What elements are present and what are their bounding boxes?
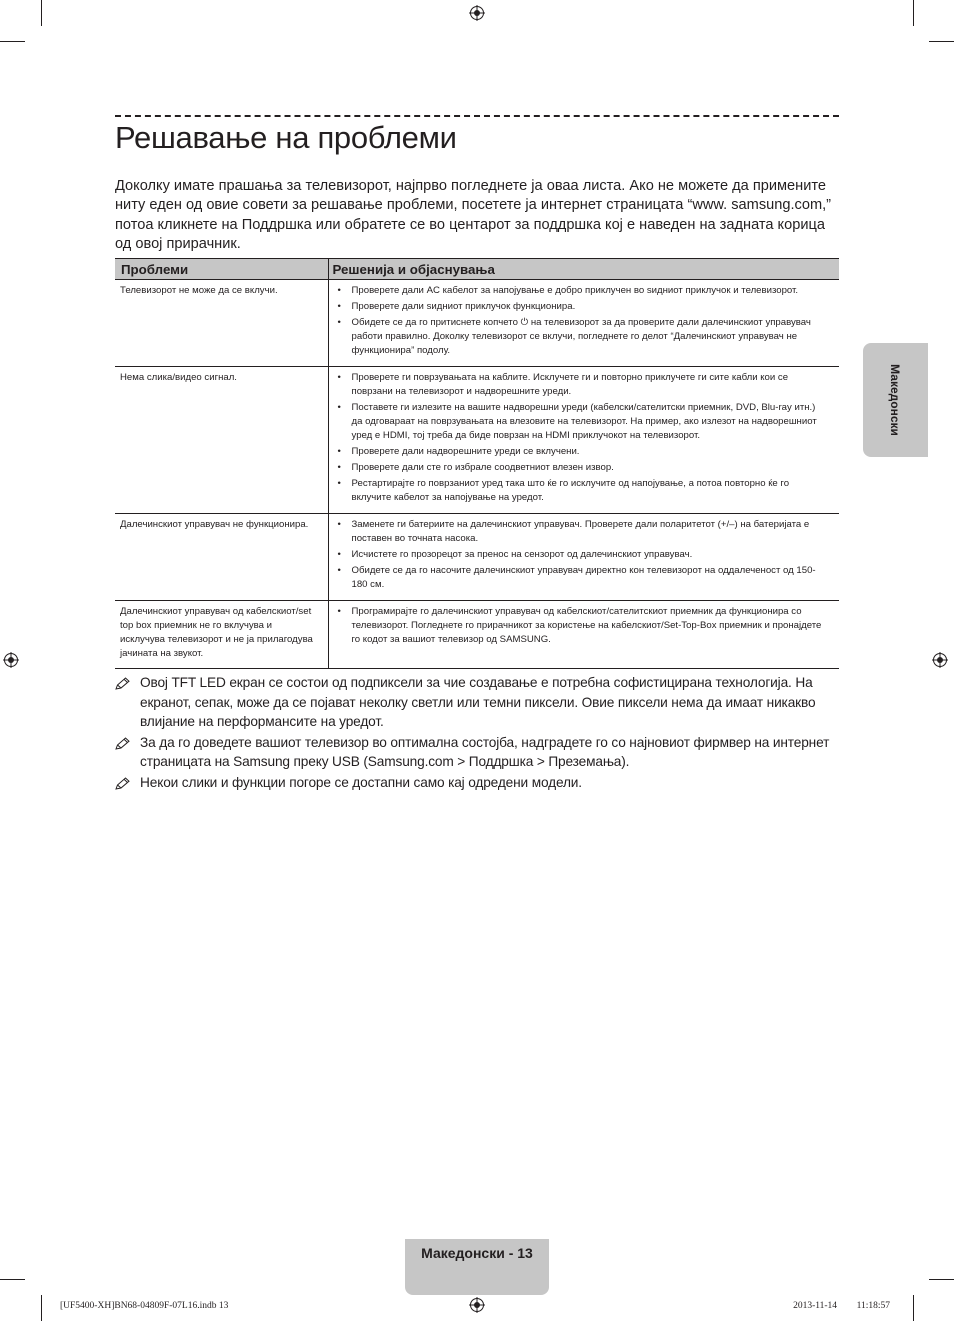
crop-mark — [41, 1295, 42, 1321]
solution-item: • Обидете се да го насочите далечинскиот управувач директно кон телевизорот на оддалеченост од 150-180 см. — [337, 564, 828, 592]
problem-cell: Далечинскиот управувач не функционира. — [115, 514, 328, 601]
note-text: За да го доведете вашиот телевизор во оптимална состојба, надградете го со најновиот фирмвер на интернет страницата на Samsung преку USB (Samsung.com > Поддршка > Преземања). — [140, 734, 830, 769]
side-tab-label: Македонски — [888, 364, 902, 436]
title-dashed-rule — [115, 115, 839, 117]
note-text: Некои слики и функции погоре се достапни само кај одредени модели. — [140, 774, 582, 790]
table-row — [115, 601, 839, 669]
solution-item: • Поставете ги излезите на вашите надворешни уреди (кабелски/сателитски приемник, DVD, Blu-ray итн.) да одговараат на поврзувањата на влезовите на телевизорот. На пример, ако излезот на надворешниот уред е HDMI, тој треба да биде поврзан на HDMI приклучокот на телевизорот. — [337, 401, 828, 443]
table-row — [115, 367, 839, 514]
language-side-tab — [863, 343, 928, 457]
solution-item: • Заменете ги батериите на далечинскиот управувач. Проверете дали поларитетот (+/–) на батеријата е поставен во точната насока. — [337, 518, 828, 546]
note-text: Овој TFT LED екран се состои од подпиксели за чие создавање е потребна софистицирана технологија. На екранот, сепак, може да се појават неколку светли или темни пиксели. Овие пиксели нема да имаат никакво влијание на перформансите на уредот. — [140, 675, 816, 729]
troubleshooting-table — [115, 258, 839, 669]
notes-list — [115, 673, 839, 793]
crop-mark — [929, 1279, 954, 1280]
header-problems: Проблеми — [115, 259, 328, 280]
solution-item: • Проверете дали надворешните уреди се вклучени. — [337, 445, 828, 459]
crop-mark — [41, 0, 42, 26]
note-item — [115, 733, 839, 772]
note-item — [115, 773, 839, 793]
crop-mark — [913, 1295, 914, 1321]
solution-item: • Проверете ги поврзувањата на каблите. Исклучете ги и повторно приклучете ги сите кабли кои се поврзани на телевизорот и надворешните уреди. — [337, 371, 828, 399]
registration-mark-icon — [469, 5, 485, 21]
pencil-note-icon — [115, 677, 131, 690]
solutions-cell — [328, 367, 839, 514]
solution-item: • Обидете се да го притиснете копчето ⏻ на телевизорот за да проверите дали далечинскиот управувач работи правилно. Доколку телевизорот се вклучи, погледнете го делот “Далечинскиот управувач не функционира” подолу. — [337, 316, 828, 358]
solution-item: • Проверете дали AC кабелот за напојување е добро приклучен во ѕидниот приклучок и телевизорот. — [337, 284, 828, 298]
crop-mark — [0, 1279, 25, 1280]
note-item — [115, 673, 839, 732]
solution-item: • Исчистете го прозорецот за пренос на сензорот од далечинскиот управувач. — [337, 548, 828, 562]
file-slug: [UF5400-XH]BN68-04809F-07L16.indb 13 — [60, 1301, 229, 1311]
table-row — [115, 514, 839, 601]
intro-paragraph: Доколку имате прашања за телевизорот, најпрво погледнете ја оваа листа. Ако не можете да примените ниту еден од овие совети за решавање проблеми, посетете ја интернет страницата “www. samsung.com,” потоа кликнете на Поддршка или обратете се во центарот за поддршка кој е наведен на задната корица од овој прирачник. — [115, 178, 832, 252]
solutions-cell — [328, 601, 839, 669]
solution-item: • Проверете дали сте го избрале соодветниот влезен извор. — [337, 461, 828, 475]
crop-mark — [0, 41, 25, 42]
table-row — [115, 280, 839, 367]
registration-mark-icon — [932, 652, 948, 668]
page-number-label: Македонски - 13 — [421, 1245, 533, 1261]
solutions-cell — [328, 514, 839, 601]
pencil-note-icon — [115, 777, 131, 790]
registration-mark-icon — [3, 652, 19, 668]
pencil-note-icon — [115, 737, 131, 750]
crop-mark — [929, 41, 954, 42]
crop-mark — [913, 0, 914, 26]
table-header-row — [115, 259, 839, 280]
problem-cell: Нема слика/видео сигнал. — [115, 367, 328, 514]
solution-item: • Проверете дали ѕидниот приклучок функционира. — [337, 300, 828, 314]
solution-item: • Програмирајте го далечинскиот управувач од кабелскиот/сателитскиот приемник да функционира со телевизорот. Погледнете го прирачникот за користење на кабелскиот/Set-Top-Box приемник и пронајдете го кодот за вашиот телевизор од SAMSUNG. — [337, 605, 828, 647]
solutions-cell — [328, 280, 839, 367]
problem-cell: Далечинскиот управувач од кабелскиот/set top box приемник не го вклучува и исклучува телевизорот и не ја прилагодува јачината на звукот. — [115, 601, 328, 669]
solution-item: • Рестартирајте го поврзаниот уред така што ќе го исклучите од напојување, а потоа повторно ќе го вклучите кабелот за напојување на уредот. — [337, 477, 828, 505]
registration-mark-icon — [469, 1297, 485, 1313]
page-title: Решавање на проблеми — [115, 120, 457, 155]
page-number-tab — [405, 1239, 549, 1295]
header-solutions: Решенија и објаснувања — [328, 259, 839, 280]
problem-cell: Телевизорот не може да се вклучи. — [115, 280, 328, 367]
print-timestamp: 2013-11-14 ￿￿ 11:18:57 — [793, 1301, 890, 1311]
